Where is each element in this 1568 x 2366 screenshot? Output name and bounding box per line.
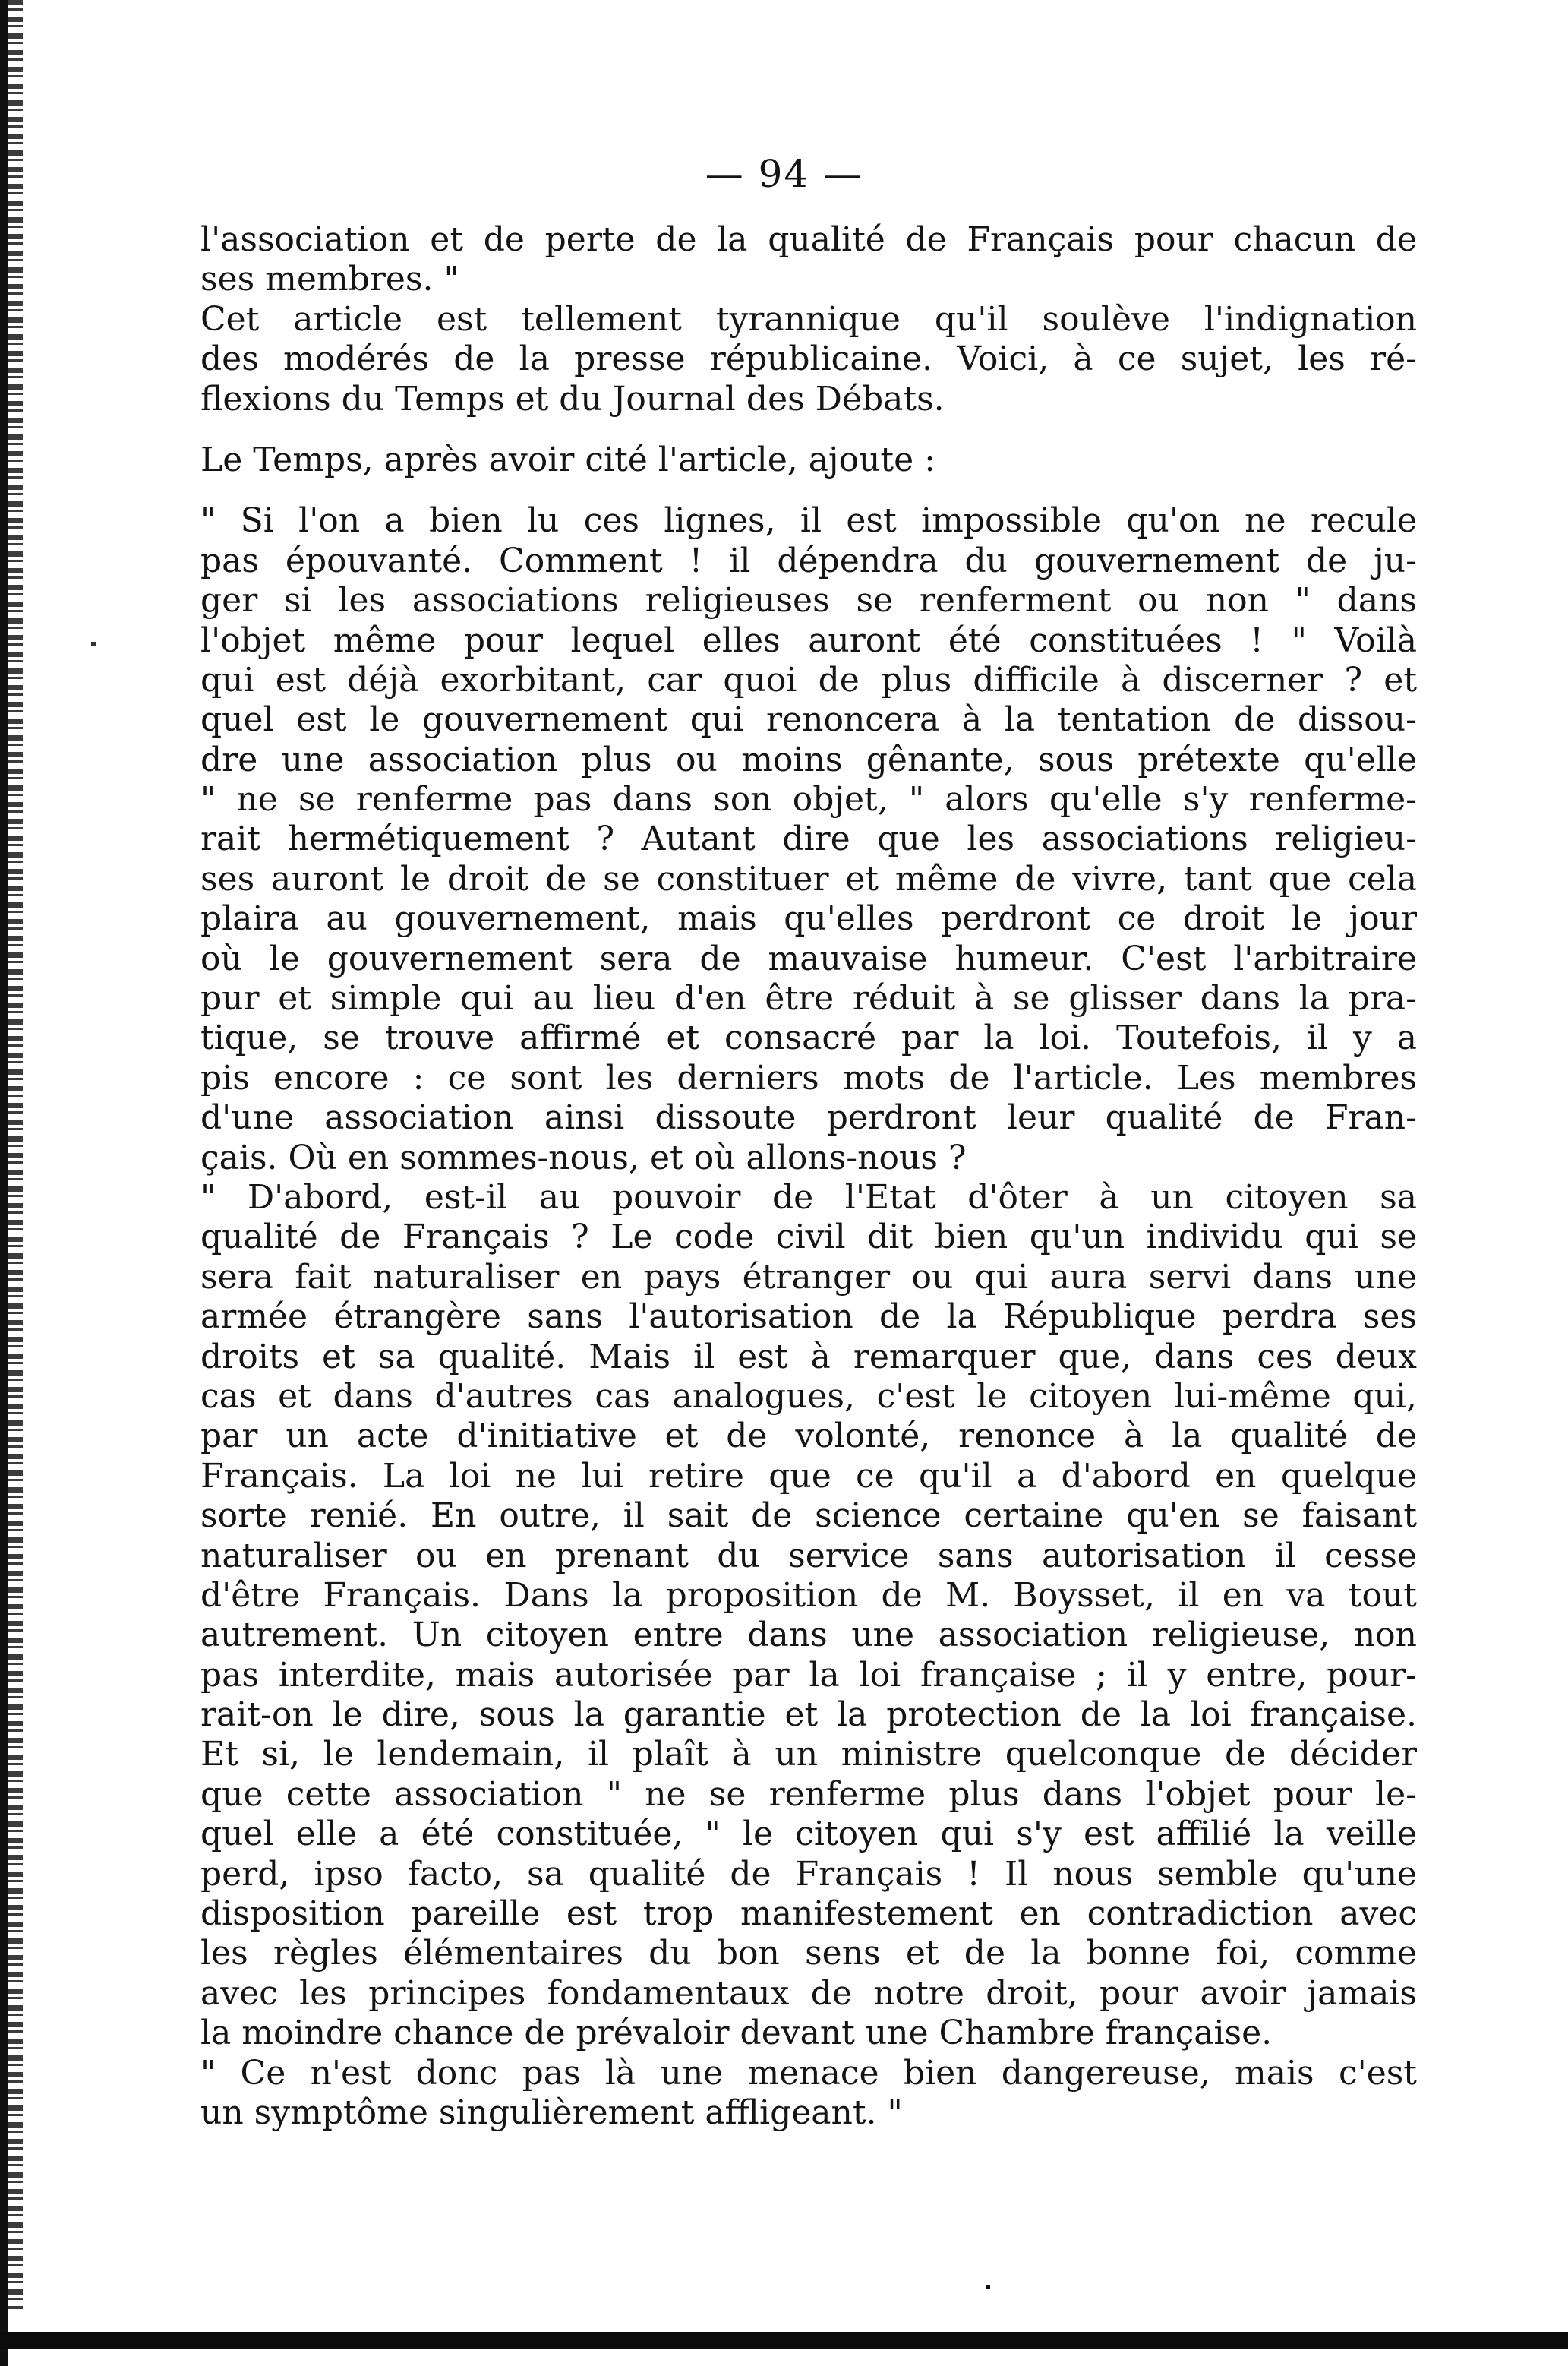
text-line: la moindre chance de prévaloir devant une Chambre française. [200, 2014, 1273, 2053]
text-line: plaira au gouvernement, mais qu'elles perdront ce droit le jour [200, 899, 1417, 939]
text-line: d'une association ainsi dissoute perdront leur qualité de Fran- [200, 1098, 1417, 1138]
text-line: pis encore : ce sont les derniers mots de l'article. Les membres [200, 1058, 1417, 1098]
text-line: autrement. Un citoyen entre dans une association religieuse, non [200, 1616, 1417, 1655]
text-line: que cette association " ne se renferme plus dans l'objet pour le- [200, 1774, 1417, 1814]
text-line: " ne se renferme pas dans son objet, " alors qu'elle s'y renferme- [200, 780, 1417, 820]
text-line: où le gouvernement sera de mauvaise humeur. C'est l'arbitraire [200, 939, 1417, 978]
text-line: Et si, le lendemain, il plaît à un ministre quelconque de décider [200, 1735, 1417, 1774]
paragraph [200, 300, 1417, 419]
text-line: rait-on le dire, sous la garantie et la protection de la loi française. [200, 1695, 1417, 1735]
text-line: tique, se trouve affirmé et consacré par la loi. Toutefois, il y a [200, 1019, 1417, 1058]
text-line: l'association et de perte de la qualité de Français pour chacun de [200, 220, 1417, 259]
binding-edge-shadow [0, 0, 8, 2366]
paragraph-gap [200, 480, 1417, 501]
text-line: flexions du Temps et du Journal des Débats. [200, 379, 945, 419]
paragraph [200, 501, 1417, 1178]
body-text [200, 220, 1417, 2133]
text-line: ses auront le droit de se constituer et même de vivre, tant que cela [200, 859, 1417, 899]
text-line: sera fait naturaliser en pays étranger ou qui aura servi dans une [200, 1257, 1417, 1297]
paragraph-gap [200, 419, 1417, 441]
text-line: armée étrangère sans l'autorisation de la République perdra ses [200, 1297, 1417, 1337]
text-line: pas épouvanté. Comment ! il dépendra du gouvernement de ju- [200, 541, 1417, 580]
text-line: Cet article est tellement tyrannique qu'il soulève l'indignation [200, 299, 1417, 339]
text-line: pur et simple qui au lieu d'en être réduit à se glisser dans la pra- [200, 979, 1417, 1019]
text-line: " Si l'on a bien lu ces lignes, il est impossible qu'on ne recule [200, 501, 1417, 541]
text-line: les règles élémentaires du bon sens et de la bonne foi, comme [200, 1934, 1417, 1973]
text-line: " D'abord, est-il au pouvoir de l'Etat d'ôter à un citoyen sa [200, 1177, 1417, 1217]
text-line: ger si les associations religieuses se renferment ou non " dans [200, 581, 1417, 621]
text-line: un symptôme singulièrement affligeant. " [200, 2093, 903, 2132]
text-line: perd, ipso facto, sa qualité de Français ! Il nous semble qu'une [200, 1854, 1417, 1894]
text-line: par un acte d'initiative et de volonté, renonce à la qualité de [200, 1417, 1417, 1456]
text-line: qualité de Français ? Le code civil dit bien qu'un individu qui se [200, 1218, 1417, 1257]
paragraph [200, 2054, 1417, 2134]
text-line: des modérés de la presse républicaine. Voici, à ce sujet, les ré- [200, 340, 1417, 379]
page-number: — 94 — [705, 152, 863, 196]
text-line: quel est le gouvernement qui renoncera à la tentation de dissou- [200, 700, 1417, 740]
text-line: disposition pareille est trop manifestement en contradiction avec [200, 1894, 1417, 1934]
text-line: quel elle a été constituée, " le citoyen qui s'y est affilié la veille [200, 1815, 1417, 1854]
text-line: çais. Où en sommes-nous, et où allons-nous ? [200, 1138, 967, 1177]
text-line: naturaliser ou en prenant du service sans autorisation il cesse [200, 1536, 1417, 1575]
text-line: l'objet même pour lequel elles auront été constituées ! " Voilà [200, 621, 1417, 660]
footer-rule [0, 2332, 1568, 2349]
paragraph [200, 220, 1417, 300]
text-line: Le Temps, après avoir cité l'article, ajoute : [200, 440, 935, 479]
text-line: cas et dans d'autres cas analogues, c'est le citoyen lui-même qui, [200, 1376, 1417, 1416]
text-line: qui est déjà exorbitant, car quoi de plus difficile à discerner ? et [200, 660, 1417, 700]
text-line: sorte renié. En outre, il sait de science certaine qu'en se faisant [200, 1496, 1417, 1536]
paragraph [200, 1178, 1417, 2054]
text-line: " Ce n'est donc pas là une menace bien dangereuse, mais c'est [200, 2053, 1417, 2093]
text-line: ses membres. " [200, 260, 459, 299]
text-line: d'être Français. Dans la proposition de M. Boysset, il en va tout [200, 1575, 1417, 1615]
footer-dot [986, 2285, 990, 2289]
text-line: avec les principes fondamentaux de notre droit, pour avoir jamais [200, 1973, 1417, 2013]
text-line: pas interdite, mais autorisée par la loi française ; il y entre, pour- [200, 1655, 1417, 1695]
text-line: Français. La loi ne lui retire que ce qu'il a d'abord en quelque [200, 1456, 1417, 1496]
paragraph [200, 441, 1417, 480]
text-line: droits et sa qualité. Mais il est à remarquer que, dans ces deux [200, 1337, 1417, 1376]
margin-mark [91, 642, 96, 646]
text-line: rait hermétiquement ? Autant dire que les associations religieu- [200, 820, 1417, 859]
text-line: dre une association plus ou moins gênante, sous prétexte qu'elle [200, 740, 1417, 779]
